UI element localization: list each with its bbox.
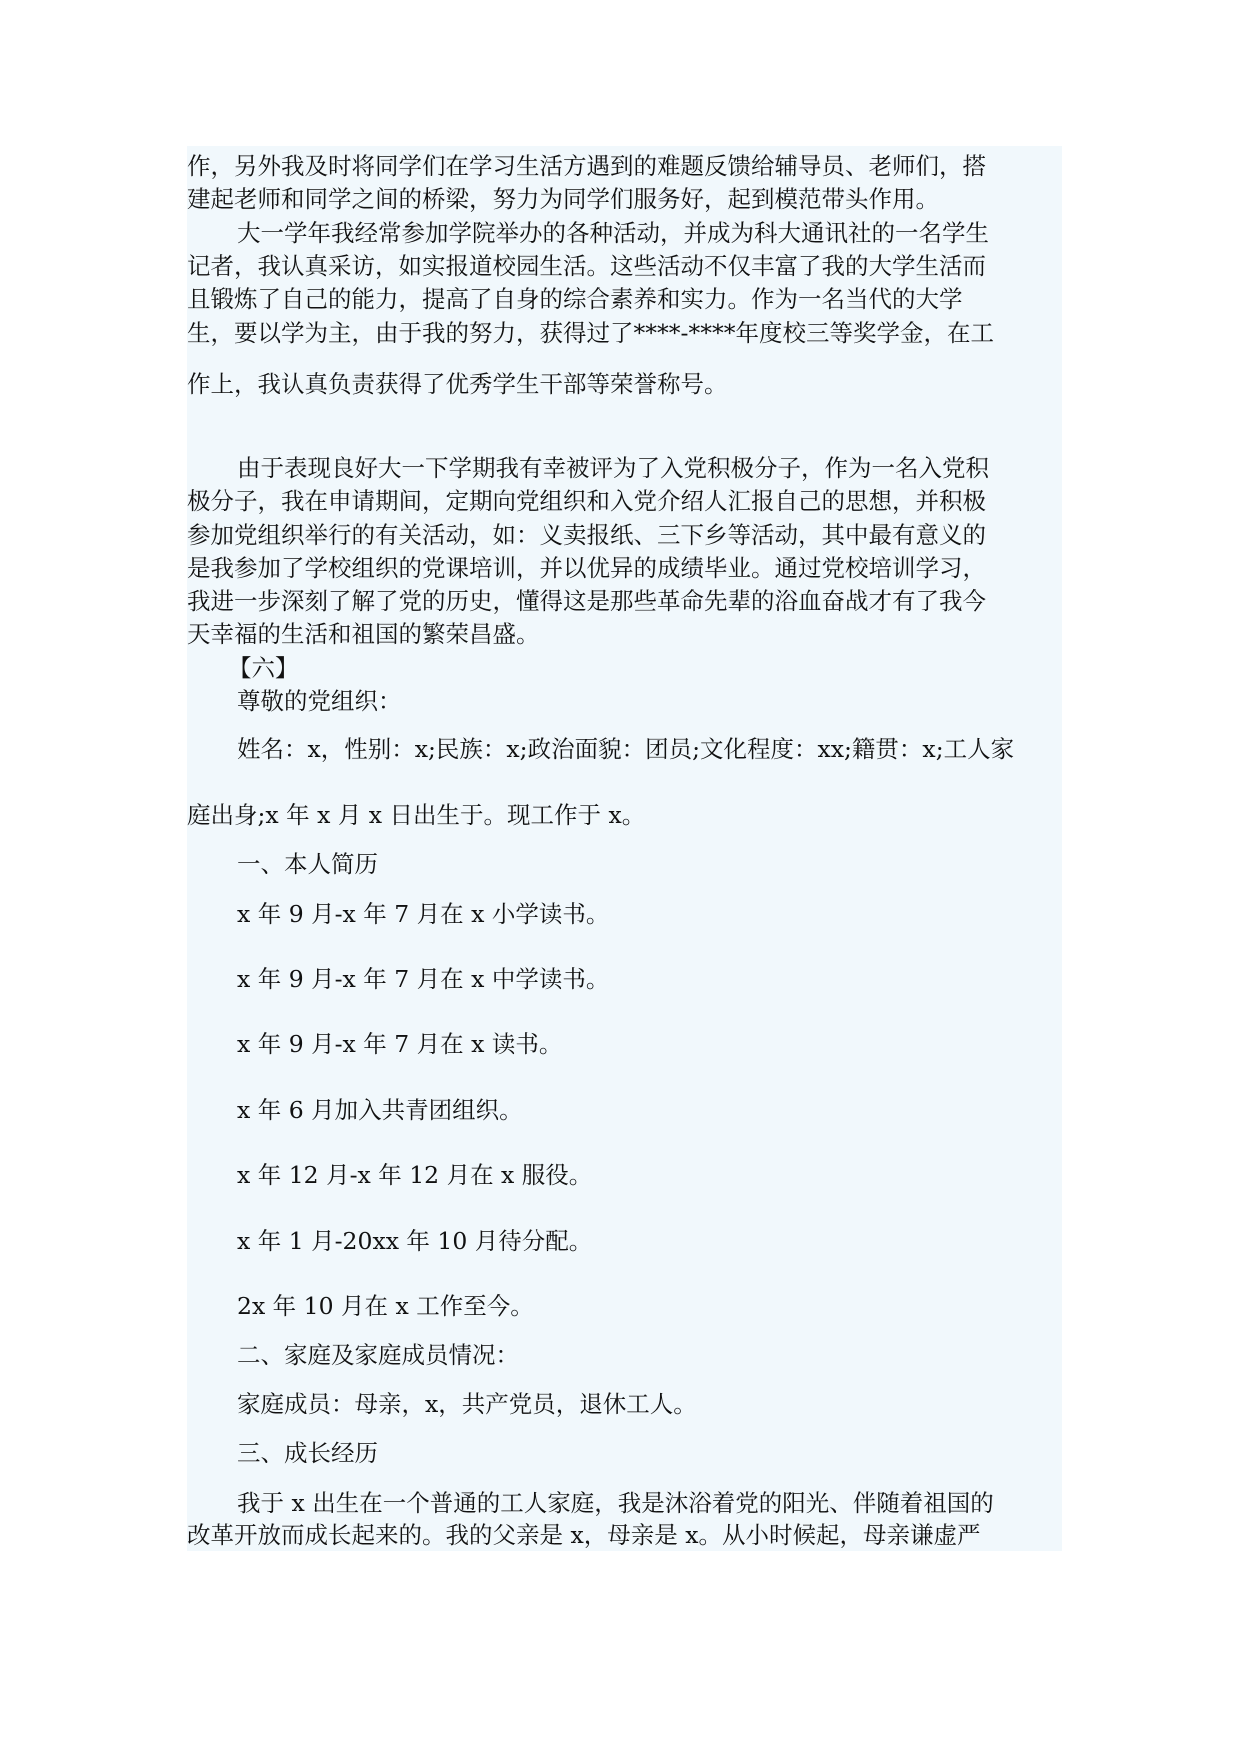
section-heading: 二、家庭及家庭成员情况：	[237, 1341, 519, 1369]
text-line: 大一学年我经常参加学院举办的各种活动，并成为科大通讯社的一名学生	[237, 219, 989, 247]
text-line: 生，要以学为主，由于我的努力，获得过了****-****年度校三等奖学金，在工	[187, 319, 994, 347]
text-line: 庭出身;x 年 x 月 x 日出生于。现工作于 x。	[187, 801, 646, 829]
section-marker: 【六】	[228, 654, 299, 682]
text-line: 记者，我认真采访，如实报道校园生活。这些活动不仅丰富了我的大学生活而	[187, 252, 986, 280]
text-line: 参加党组织举行的有关活动，如：义卖报纸、三下乡等活动，其中最有意义的	[187, 521, 986, 549]
text-line: 且锻炼了自己的能力，提高了自身的综合素养和实力。作为一名当代的大学	[187, 285, 963, 313]
section-heading: 一、本人简历	[237, 850, 378, 878]
text-line: 是我参加了学校组织的党课培训，并以优异的成绩毕业。通过党校培训学习，	[187, 554, 986, 582]
family-info: 家庭成员：母亲，x，共产党员，退休工人。	[237, 1390, 697, 1418]
resume-item: x 年 9 月-x 年 7 月在 x 小学读书。	[237, 900, 610, 928]
resume-item: x 年 9 月-x 年 7 月在 x 中学读书。	[237, 965, 610, 993]
text-line: 我于 x 出生在一个普通的工人家庭，我是沐浴着党的阳光、伴随着祖国的	[237, 1489, 994, 1517]
text-line: 姓名：x，性别：x;民族：x;政治面貌：团员;文化程度：xx;籍贯：x;工人家	[237, 735, 1015, 763]
text-line: 极分子，我在申请期间，定期向党组织和入党介绍人汇报自己的思想，并积极	[187, 487, 986, 515]
text-line: 由于表现良好大一下学期我有幸被评为了入党积极分子，作为一名入党积	[237, 454, 989, 482]
resume-item: x 年 12 月-x 年 12 月在 x 服役。	[237, 1161, 593, 1189]
text-line: 我进一步深刻了解了党的历史，懂得这是那些革命先辈的浴血奋战才有了我今	[187, 587, 986, 615]
document-text-block	[187, 146, 1062, 1551]
resume-item: 2x 年 10 月在 x 工作至今。	[237, 1292, 534, 1320]
section-heading: 三、成长经历	[237, 1439, 378, 1467]
text-line: 天幸福的生活和祖国的繁荣昌盛。	[187, 620, 540, 648]
resume-item: x 年 6 月加入共青团组织。	[237, 1096, 523, 1124]
text-line: 改革开放而成长起来的。我的父亲是 x，母亲是 x。从小时候起，母亲谦虚严	[187, 1521, 981, 1549]
text-line: 建起老师和同学之间的桥梁，努力为同学们服务好，起到模范带头作用。	[187, 185, 939, 213]
text-line: 作，另外我及时将同学们在学习生活方遇到的难题反馈给辅导员、老师们，搭	[187, 152, 986, 180]
salutation: 尊敬的党组织：	[237, 687, 402, 715]
text-line: 作上，我认真负责获得了优秀学生干部等荣誉称号。	[187, 370, 728, 398]
resume-item: x 年 9 月-x 年 7 月在 x 读书。	[237, 1030, 563, 1058]
resume-item: x 年 1 月-20xx 年 10 月待分配。	[237, 1227, 593, 1255]
